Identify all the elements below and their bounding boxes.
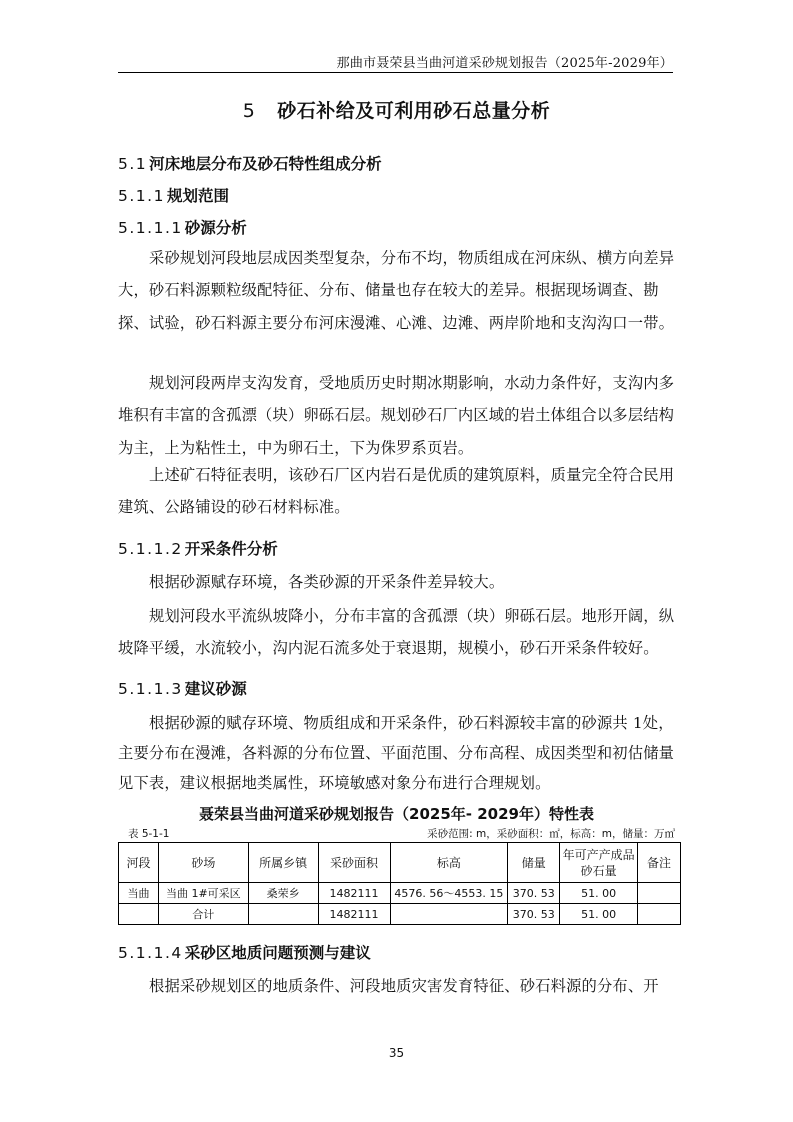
table-header-cell: 年可产产成品砂石量 [560,843,638,883]
table-cell [638,904,681,925]
paragraph-geological-issues: 根据采砂规划区的地质条件、河段地质灾害发育特征、砂石料源的分布、开 [149,977,659,995]
table-cell: 桑荣乡 [248,883,318,904]
chapter-title [0,96,793,123]
section-heading-5-1-1-1 [118,216,247,238]
table-unit-note: 采砂范围: m，采砂面积：㎡，标高：m，储量：万㎥ [427,828,675,840]
table-cell [119,904,159,925]
table-cell [390,904,508,925]
table-cell: 51. 00 [560,904,638,925]
table-header-cell: 所属乡镇 [248,843,318,883]
table-cell: 当曲 [119,883,159,904]
table-header-cell: 备注 [638,843,681,883]
section-title: 开采条件分析 [184,540,278,558]
table-cell: 合计 [158,904,248,925]
table-header-cell: 河段 [119,843,159,883]
table-row-total [119,904,681,925]
section-title: 河床地层分布及砂石特性组成分析 [149,155,382,173]
table-cell [638,883,681,904]
section-heading-5-1-1-4 [118,941,371,963]
section-number: 5.1.1.1 [118,219,183,237]
table-cell: 370. 53 [508,904,560,925]
header-rule [118,72,673,73]
section-number: 5.1.1.4 [118,944,183,962]
table-cell: 1482111 [318,883,390,904]
section-heading-5-1-1-2 [118,537,278,559]
chapter-number: 5 [242,100,256,122]
paragraph-tributary-deposits: 规划河段两岸支沟发育，受地质历史时期冰期影响，水动力条件好，支沟内多堆积有丰富的含孤漂（块）卵砾石层。规划砂石厂内区域的岩土体组合以多层结构为主，上为粘性土，中为卵石土，下为侏罗系页岩。 [118,374,675,457]
table-cell: 370. 53 [508,883,560,904]
page-number: 35 [388,1046,405,1060]
section-number: 5.1.1.2 [118,540,183,558]
section-title: 规划范围 [166,187,229,205]
table-id: 表 5-1-1 [128,828,170,840]
running-header: 那曲市聂荣县当曲河道采砂规划报告（2025年-2029年） [336,56,673,71]
section-number: 5.1.1 [118,187,165,205]
table-cell: 当曲 1#可采区 [158,883,248,904]
chapter-title-text: 砂石补给及可利用砂石总量分析 [277,100,551,122]
table-cell [248,904,318,925]
table-header-cell: 储量 [508,843,560,883]
section-heading-5-1-1 [118,184,229,206]
table-row [119,883,681,904]
section-heading-5-1 [118,152,382,174]
paragraph-river-gradient: 规划河段水平流纵坡降小，分布丰富的含孤漂（块）卵砾石层。地形开阔，纵坡降平缓，水流较小，沟内泥石流多处于衰退期，规模小，砂石开采条件较好。 [118,607,675,658]
table-header-cell: 砂场 [158,843,248,883]
paragraph-sand-source-distribution: 采砂规划河段地层成因类型复杂，分布不均，物质组成在河床纵、横方向差异大，砂石料源颗粒级配特征、分布、储量也存在较大的差异。根据现场调查、勘探、试验，砂石料源主要分布河床漫滩、心滩、边滩、两岸阶地和支沟沟口一带。 [118,249,675,332]
table-header-cell: 采砂面积 [318,843,390,883]
table-cell: 4576. 56～4553. 15 [390,883,508,904]
section-title: 砂源分析 [184,219,247,237]
table-cell: 1482111 [318,904,390,925]
table-cell: 51. 00 [560,883,638,904]
section-number: 5.1.1.3 [118,680,183,698]
section-title: 采砂区地质问题预测与建议 [184,944,371,962]
section-title: 建议砂源 [184,680,247,698]
paragraph-recommended-sources: 根据砂源的赋存环境、物质组成和开采条件，砂石料源较丰富的砂源共 1处，主要分布在漫滩，各料源的分布位置、平面范围、分布高程、成因类型和初估储量见下表，建议根据地类属性，环境敏感对象分布进行合理规划。 [118,714,675,792]
paragraph-material-quality: 上述矿石特征表明，该砂石厂区内岩石是优质的建筑原料，质量完全符合民用建筑、公路铺设的砂石材料标准。 [118,466,675,517]
section-heading-5-1-1-3 [118,677,247,699]
table-header-cell: 标高 [390,843,508,883]
table-title: 聂荣县当曲河道采砂规划报告（2025年- 2029年）特性表 [199,805,594,823]
characteristics-table [118,842,681,925]
table-header-row [119,843,681,883]
paragraph-extraction-conditions: 根据砂源赋存环境，各类砂源的开采条件差异较大。 [149,573,505,591]
section-number: 5.1 [118,155,148,173]
